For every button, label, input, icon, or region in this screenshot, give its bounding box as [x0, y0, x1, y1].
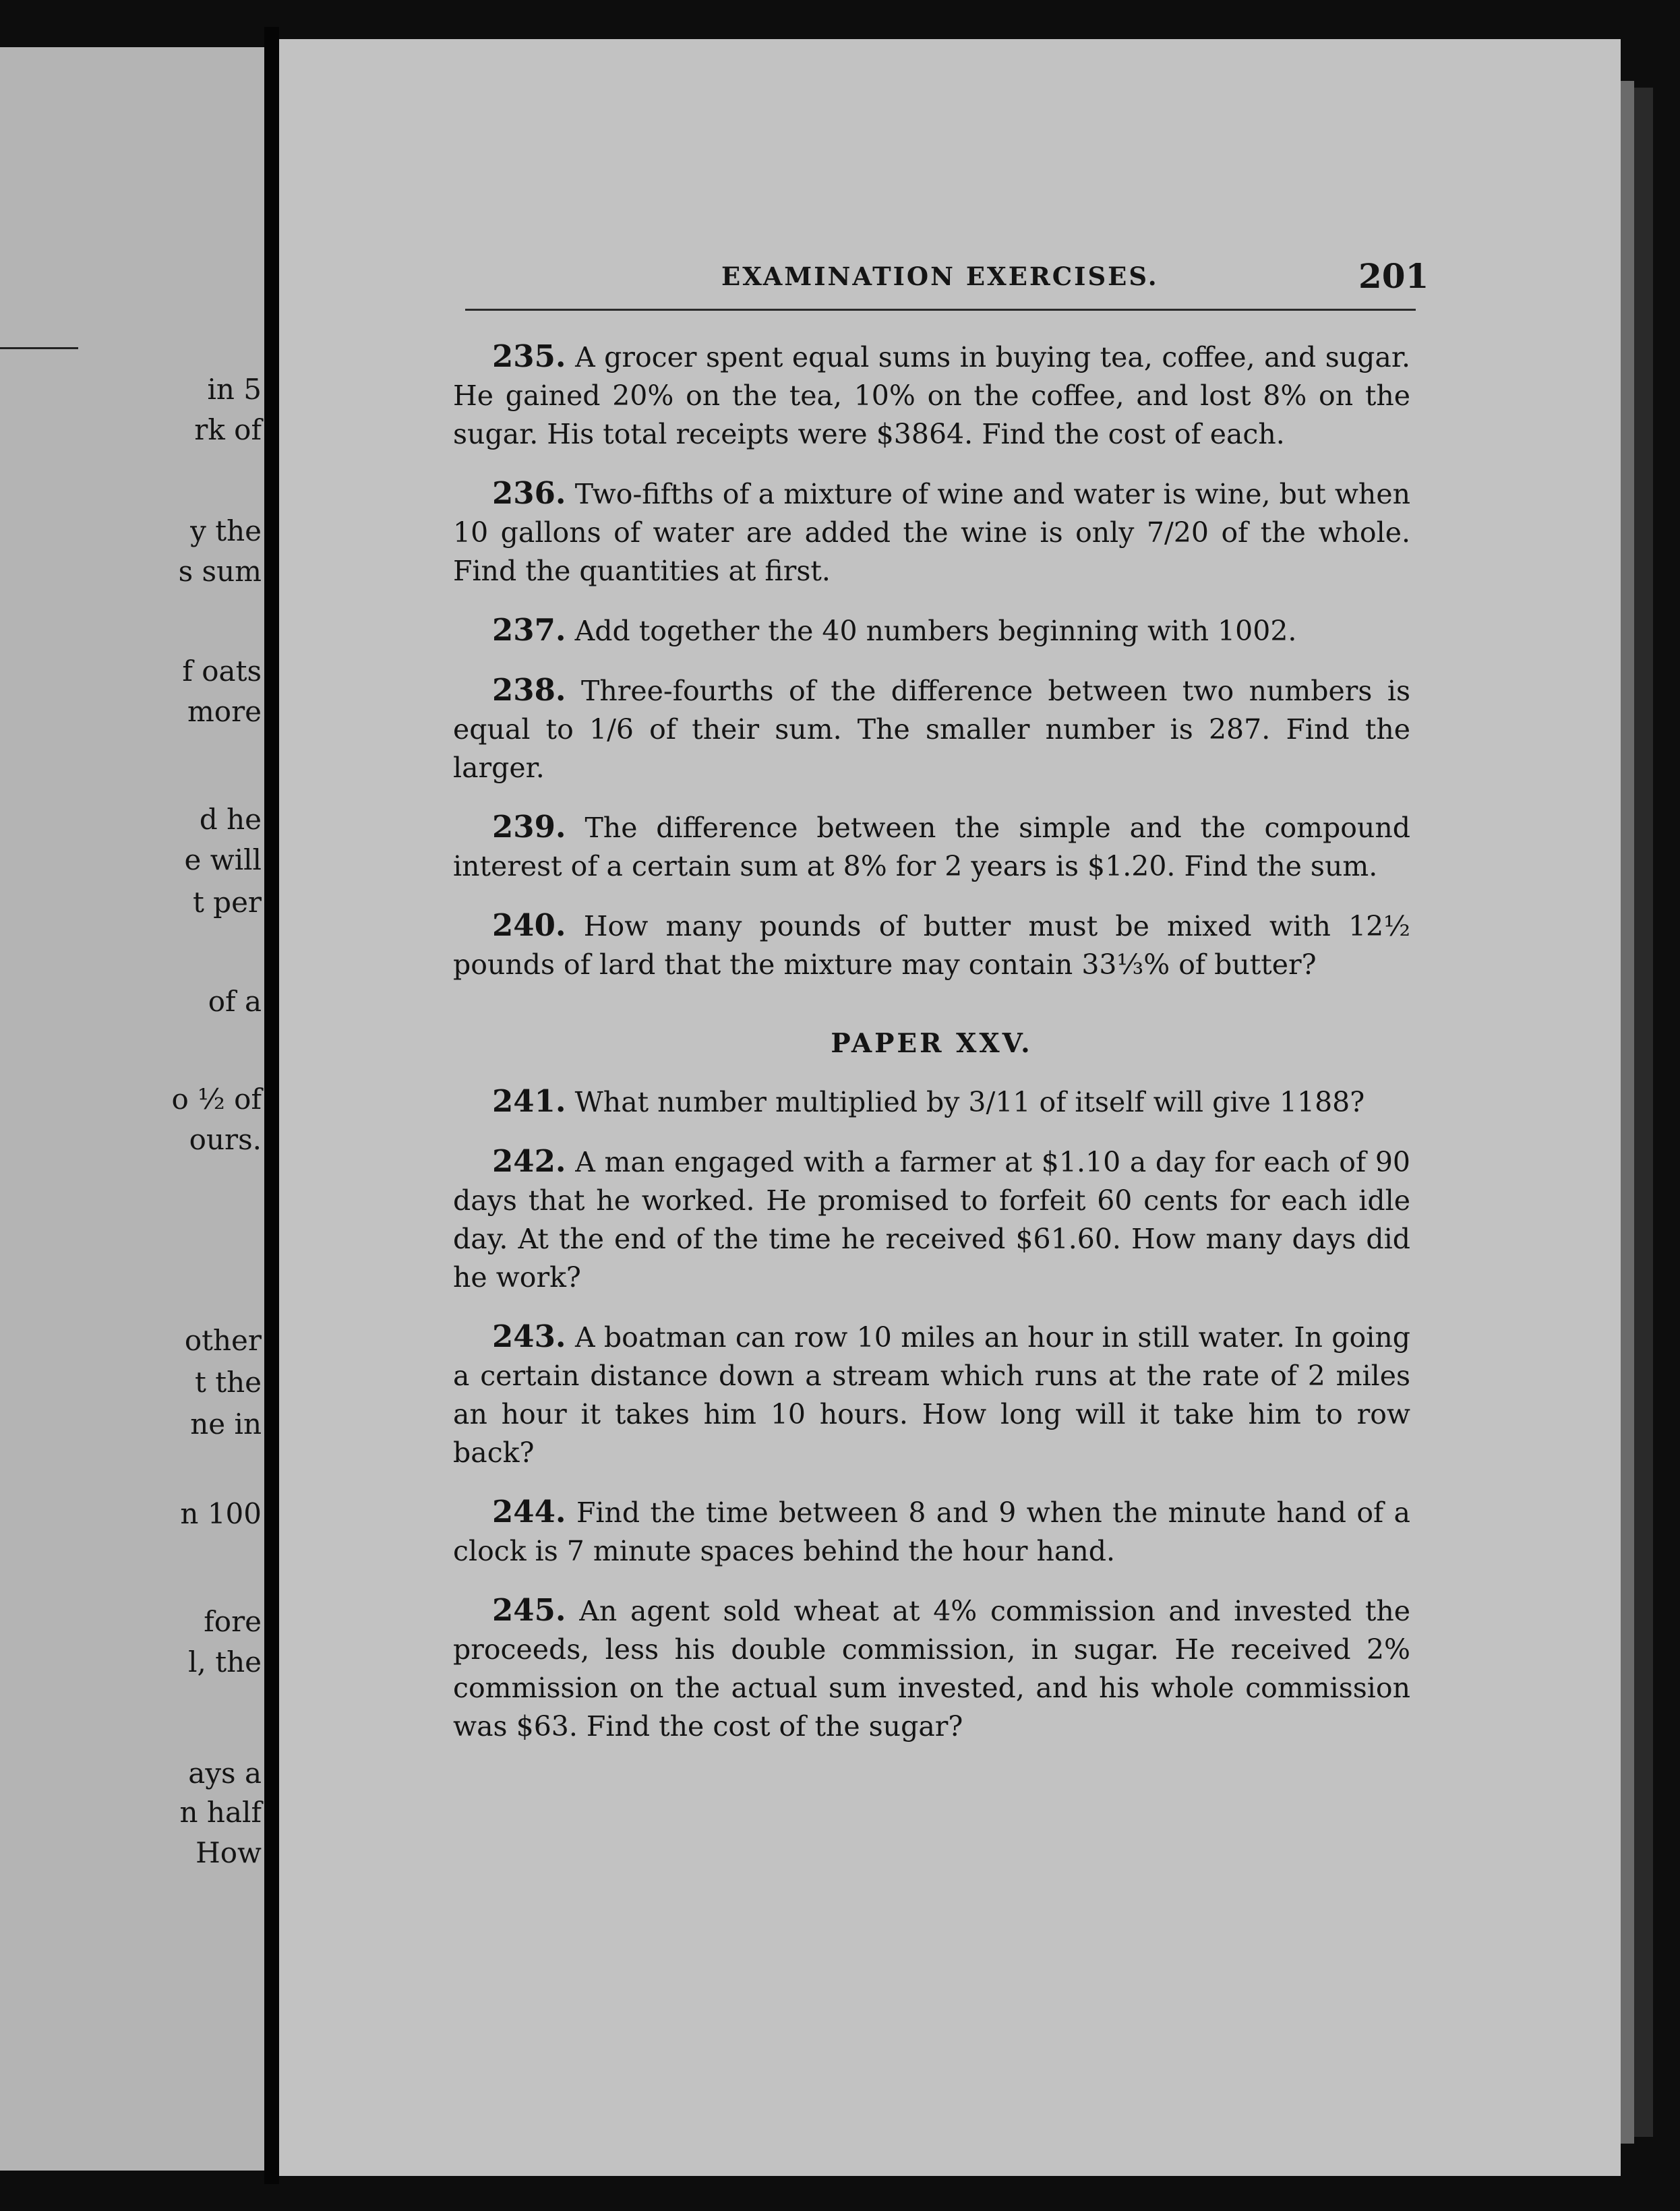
- problem-number: 238.: [492, 672, 566, 708]
- left-fragment: ours.: [189, 1123, 262, 1156]
- left-fragment: n half: [179, 1796, 262, 1829]
- problem-text: The difference between the simple and the compound interest of a certain sum at 8% for 2 years is $1.20. Find the sum.: [453, 812, 1410, 882]
- paper-title: PAPER XXV.: [831, 1028, 1033, 1059]
- page-edge: [1621, 81, 1634, 2144]
- problem-text: A boatman can row 10 miles an hour in still water. In going a certain distance down a stream which runs at the rate of 2 miles an hour it takes him 10 hours. How long will it take him to row back?: [453, 1321, 1410, 1469]
- problem-text: Add together the 40 numbers beginning with 1002.: [574, 615, 1297, 647]
- problem-number: 242.: [492, 1143, 566, 1179]
- problem-number: 244.: [492, 1494, 566, 1529]
- problem-text: Find the time between 8 and 9 when the minute hand of a clock is 7 minute spaces behind the hour hand.: [453, 1496, 1410, 1567]
- problem-245: [453, 1591, 1410, 1746]
- left-fragment: other: [184, 1324, 262, 1357]
- left-fragment: fore: [204, 1605, 262, 1638]
- problem-text: How many pounds of butter must be mixed with 12½ pounds of lard that the mixture may contain 33⅓% of butter?: [453, 910, 1410, 981]
- left-fragment: e will: [184, 843, 262, 876]
- left-fragment: t per: [192, 886, 262, 919]
- left-page-rule: [0, 347, 78, 349]
- left-page: [0, 47, 264, 2171]
- problem-number: 241.: [492, 1083, 566, 1119]
- problem-240: [453, 906, 1410, 984]
- left-fragment: ne in: [190, 1407, 262, 1441]
- problem-number: 245.: [492, 1592, 566, 1628]
- problem-number: 239.: [492, 809, 566, 845]
- problem-235: [453, 337, 1410, 454]
- left-fragment: y the: [190, 514, 262, 547]
- problem-238: [453, 671, 1410, 787]
- problem-244: [453, 1492, 1410, 1571]
- problem-number: 237.: [492, 612, 566, 648]
- running-head: EXAMINATION EXERCISES.: [721, 262, 1159, 291]
- left-fragment: d he: [199, 803, 262, 836]
- book-gutter: [264, 27, 279, 2184]
- left-fragment: l, the: [188, 1645, 262, 1678]
- problem-243: [453, 1317, 1410, 1472]
- left-fragment: in 5: [207, 373, 262, 406]
- problem-number: 240.: [492, 907, 566, 943]
- left-fragment: n 100: [180, 1497, 262, 1530]
- problem-text: Two-fifths of a mixture of wine and water is wine, but when 10 gallons of water are added the wine is only 7/20 of the whole. Find the quantities at first.: [453, 478, 1410, 587]
- left-fragment: rk of: [194, 413, 262, 446]
- problem-number: 236.: [492, 475, 566, 511]
- left-fragment: t the: [194, 1366, 262, 1399]
- page-number: 201: [1358, 256, 1429, 296]
- left-fragment: f oats: [182, 655, 262, 688]
- left-fragment: more: [187, 695, 262, 728]
- problem-242: [453, 1142, 1410, 1297]
- header-rule: [465, 309, 1416, 311]
- problem-text: An agent sold wheat at 4% commission and invested the proceeds, less his double commission, in sugar. He received 2% commission on the actual sum invested, and his whole commission was $63. Find the cost of the sugar?: [453, 1595, 1410, 1743]
- left-fragment: s sum: [178, 555, 262, 588]
- problem-number: 243.: [492, 1319, 566, 1354]
- page-content: [453, 337, 1410, 1766]
- problem-237: [453, 611, 1410, 650]
- problem-236: [453, 474, 1410, 590]
- left-fragment: How: [196, 1836, 262, 1869]
- problem-text: A grocer spent equal sums in buying tea, coffee, and sugar. He gained 20% on the tea, 10% on the coffee, and lost 8% on the sugar. His total receipts were $3864. Find the cost of each.: [453, 341, 1410, 450]
- problem-text: A man engaged with a farmer at $1.10 a day for each of 90 days that he worked. He promised to forfeit 60 cents for each idle day. At the end of the time he received $61.60. How many days did he work?: [453, 1146, 1410, 1294]
- problem-239: [453, 808, 1410, 886]
- page-edge-shadow: [1634, 88, 1653, 2137]
- problem-number: 235.: [492, 338, 566, 374]
- problem-241: [453, 1082, 1410, 1122]
- left-fragment: of a: [208, 985, 262, 1018]
- problem-text: Three-fourths of the difference between two numbers is equal to 1/6 of their sum. The smaller number is 287. Find the larger.: [453, 675, 1410, 784]
- left-fragment: ays a: [188, 1757, 262, 1790]
- left-fragment: o ½ of: [171, 1083, 262, 1116]
- problem-text: What number multiplied by 3/11 of itself will give 1188?: [574, 1086, 1365, 1118]
